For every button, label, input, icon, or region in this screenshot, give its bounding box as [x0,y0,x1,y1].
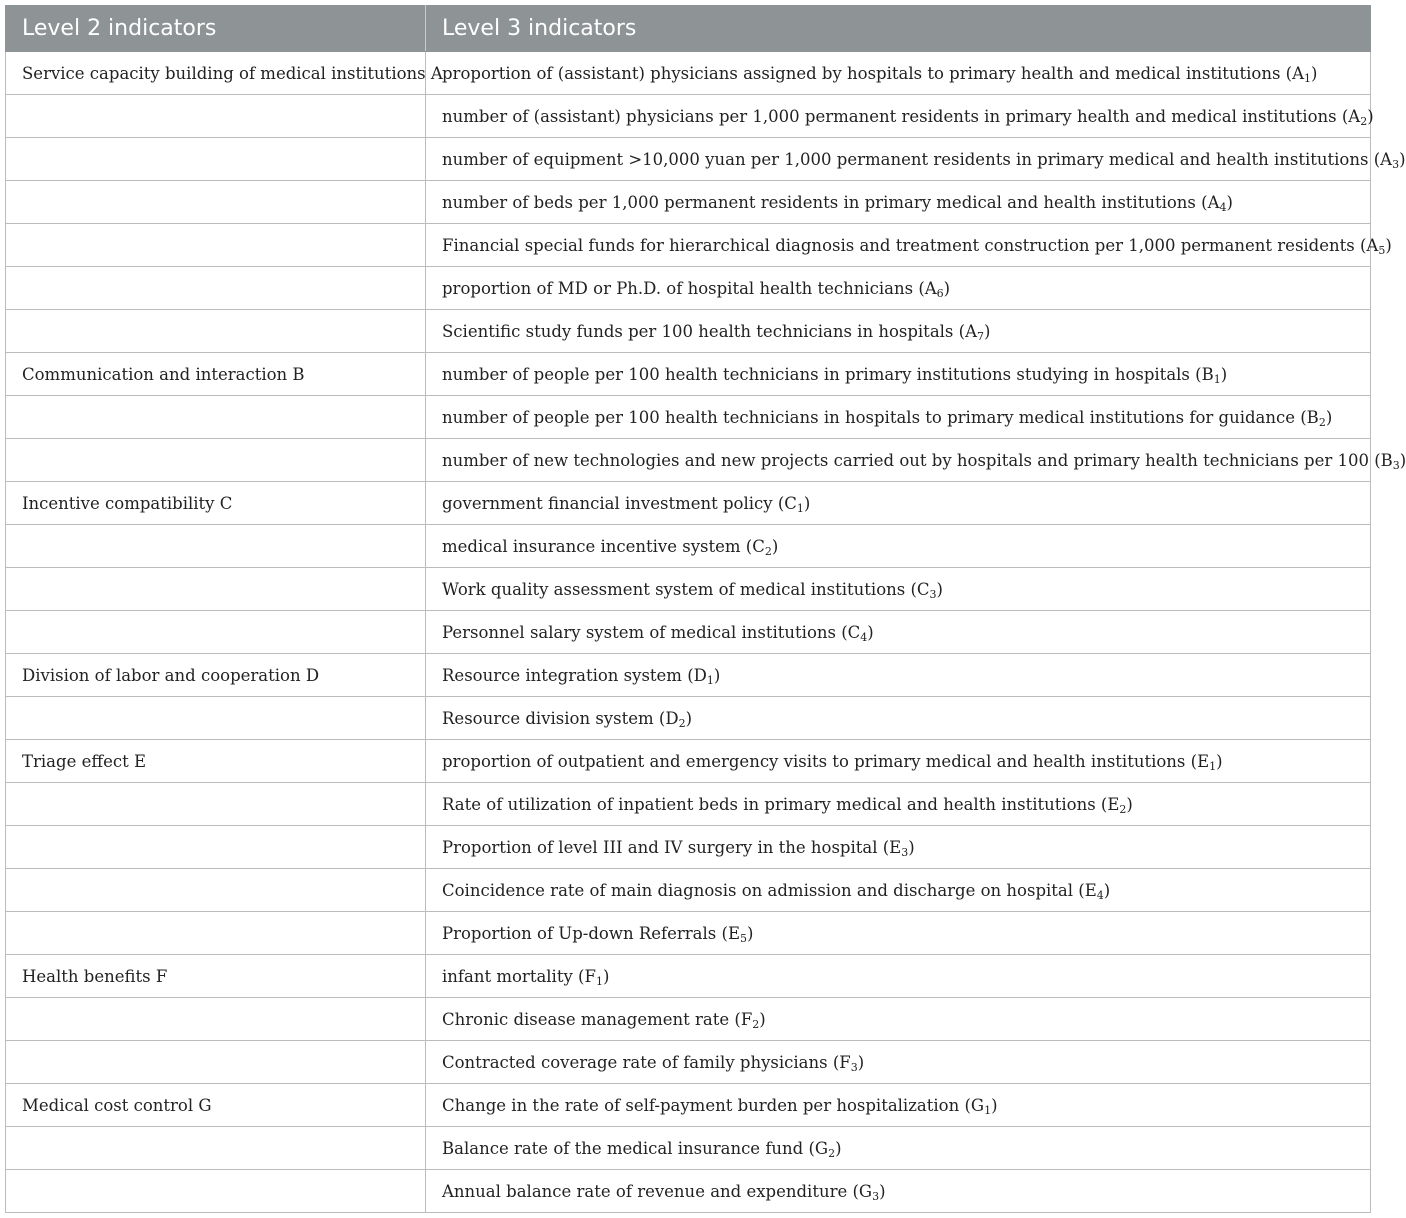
level2-cell [6,1170,426,1213]
table-row [6,1084,1371,1127]
level3-cell [426,1127,1371,1170]
level3-cell [426,181,1371,224]
level3-cell [426,912,1371,955]
level3-subscript: 2 [1360,114,1368,128]
level2-cell [6,95,426,138]
level3-closing: ) [835,1138,842,1158]
level2-cell [6,783,426,826]
level2-cell [6,138,426,181]
level3-subscript: 2 [752,1017,760,1031]
level3-subscript: 3 [901,845,909,859]
level3-text: Resource integration system (D [442,665,707,685]
table-row [6,439,1371,482]
level3-text: Financial special funds for hierarchical diagnosis and treatment construction per 1,000 permanent residents (A [442,235,1379,255]
level2-cell [6,1041,426,1084]
level3-text: infant mortality (F [442,966,596,986]
level3-text: number of new technologies and new projects carried out by hospitals and primary health technicians per 100 (B [442,450,1393,470]
level3-text: number of equipment >10,000 yuan per 1,000 permanent residents in primary medical and health institutions (A [442,149,1393,169]
level2-cell [6,998,426,1041]
level3-closing: ) [879,1181,886,1201]
level3-closing: ) [1385,235,1392,255]
level2-cell [6,224,426,267]
level3-subscript: 7 [977,329,984,343]
level3-closing: ) [908,837,915,857]
level3-subscript: 1 [1209,759,1217,773]
level3-text: Balance rate of the medical insurance fund (G [442,1138,829,1158]
level3-closing: ) [1126,794,1133,814]
header-level3: Level 3 indicators [426,6,1371,52]
level3-subscript: 1 [796,501,804,515]
level3-text: number of people per 100 health technicians in primary institutions studying in hospitals (B [442,364,1214,384]
level3-closing: ) [1216,751,1223,771]
header-level2: Level 2 indicators [6,6,426,52]
level3-subscript: 2 [1119,802,1127,816]
table-header [6,6,1371,52]
level3-subscript: 4 [1219,200,1227,214]
level2-cell: Incentive compatibility C [6,482,426,525]
level3-cell [426,138,1406,181]
header-row [6,6,1371,52]
level2-cell [6,568,426,611]
level3-cell [426,1170,1371,1213]
level2-cell [6,697,426,740]
level3-text: government financial investment policy (C [442,493,797,513]
level2-cell: Medical cost control G [6,1084,426,1127]
level3-subscript: 1 [1213,372,1221,386]
level3-cell [426,396,1371,439]
level3-cell [426,525,1371,568]
table-row [6,568,1371,611]
level3-text: Scientific study funds per 100 health technicians in hospitals (A [442,321,977,341]
level3-cell [426,740,1371,783]
table-row [6,1127,1371,1170]
level3-text: Coincidence rate of main diagnosis on admission and discharge on hospital (E [442,880,1097,900]
table-row [6,482,1371,525]
level3-subscript: 2 [678,716,686,730]
level3-text: medical insurance incentive system (C [442,536,765,556]
level2-cell: Triage effect E [6,740,426,783]
level3-closing: ) [1325,407,1333,427]
table-row [6,525,1371,568]
level2-cell [6,525,426,568]
level3-closing: ) [867,622,874,642]
level3-subscript: 3 [850,1060,858,1074]
level3-cell [426,439,1406,482]
level2-cell [6,912,426,955]
level3-subscript: 1 [1304,71,1312,85]
level3-text: Resource division system (D [442,708,679,728]
level3-text: Proportion of level III and IV surgery in the hospital (E [442,837,902,857]
table-row [6,310,1371,353]
table-body [6,52,1406,1213]
table-row [6,52,1371,95]
level3-closing: ) [984,321,991,341]
level3-closing: ) [1311,63,1318,83]
level2-cell: Service capacity building of medical institutions A [6,52,426,95]
level3-cell [426,1084,1371,1127]
level3-text: Rate of utilization of inpatient beds in primary medical and health institutions (E [442,794,1120,814]
level3-cell [426,353,1371,396]
table-row [6,611,1371,654]
level3-cell [426,611,1371,654]
level3-subscript: 3 [929,587,937,601]
level2-cell [6,181,426,224]
level3-text: proportion of MD or Ph.D. of hospital health technicians (A [442,278,937,298]
level3-cell [426,654,1371,697]
level3-closing: ) [803,493,811,513]
level3-cell [426,310,1371,353]
level3-text: Change in the rate of self-payment burden per hospitalization (G [442,1095,985,1115]
table-row [6,1170,1371,1213]
table-row [6,353,1371,396]
level3-subscript: 2 [764,544,772,558]
level3-cell [426,955,1371,998]
level2-cell [6,267,426,310]
table-row [6,396,1371,439]
level2-cell [6,611,426,654]
table-row [6,912,1371,955]
level3-subscript: 4 [860,630,868,644]
level2-cell: Health benefits F [6,955,426,998]
level3-closing: ) [759,1009,766,1029]
level3-text: number of (assistant) physicians per 1,000 permanent residents in primary health and medical institutions (A [442,106,1361,126]
level3-cell [426,1041,1371,1084]
level3-cell [426,869,1371,912]
level3-text: Proportion of Up-down Referrals (E [442,923,740,943]
level3-cell [426,998,1371,1041]
level3-closing: ) [936,579,943,599]
table-row [6,267,1371,310]
level3-closing: ) [771,536,779,556]
level3-subscript: 1 [984,1103,992,1117]
level3-cell [426,267,1371,310]
table-row [6,740,1371,783]
table-row [6,654,1371,697]
level3-text: proportion of (assistant) physicians assigned by hospitals to primary health and medical institutions (A [442,63,1305,83]
level3-cell [426,826,1371,869]
level3-cell [426,783,1371,826]
level3-closing: ) [857,1052,865,1072]
level3-text: number of beds per 1,000 permanent residents in primary medical and health institutions (A [442,192,1220,212]
level3-subscript: 4 [1096,888,1104,902]
table-row [6,95,1371,138]
table-row [6,826,1371,869]
indicator-table-container [5,5,1406,1213]
table-row [6,955,1371,998]
level3-closing: ) [1399,450,1406,470]
table-row [6,697,1371,740]
level3-text: proportion of outpatient and emergency visits to primary medical and health institutions (E [442,751,1210,771]
level3-text: Chronic disease management rate (F [442,1009,753,1029]
level2-cell [6,869,426,912]
level2-cell [6,1127,426,1170]
table-row [6,998,1371,1041]
level3-text: number of people per 100 health technicians in hospitals to primary medical institutions for guidance (B [442,407,1319,427]
level2-cell [6,396,426,439]
level2-cell: Communication and interaction B [6,353,426,396]
level3-subscript: 3 [872,1189,880,1203]
table-row [6,1041,1371,1084]
level3-closing: ) [1103,880,1111,900]
level2-cell [6,439,426,482]
level3-cell [426,482,1371,525]
level3-cell [426,52,1371,95]
level3-subscript: 5 [1378,243,1386,257]
level3-subscript: 6 [936,286,944,300]
table-row [6,783,1371,826]
level3-closing: ) [713,665,721,685]
level3-subscript: 2 [1318,415,1326,429]
level3-subscript: 1 [706,673,714,687]
level3-closing: ) [746,923,754,943]
table-row [6,181,1371,224]
level2-cell [6,826,426,869]
level3-closing: ) [1367,106,1374,126]
level3-closing: ) [1226,192,1233,212]
level3-subscript: 1 [595,974,603,988]
level3-text: Contracted coverage rate of family physicians (F [442,1052,851,1072]
level2-cell [6,310,426,353]
level3-text: Personnel salary system of medical institutions (C [442,622,861,642]
level3-subscript: 3 [1392,458,1400,472]
level3-cell [426,95,1374,138]
level3-cell [426,697,1371,740]
table-row [6,224,1371,267]
level3-subscript: 3 [1392,157,1400,171]
level3-closing: ) [1399,149,1406,169]
level2-cell: Division of labor and cooperation D [6,654,426,697]
level3-closing: ) [943,278,951,298]
level3-cell [426,224,1392,267]
indicator-table [5,5,1406,1213]
level3-closing: ) [602,966,610,986]
level3-text: Annual balance rate of revenue and expenditure (G [442,1181,873,1201]
level3-cell [426,568,1371,611]
level3-closing: ) [1220,364,1228,384]
level3-text: Work quality assessment system of medical institutions (C [442,579,930,599]
level3-subscript: 5 [739,931,747,945]
level3-subscript: 2 [828,1146,836,1160]
level3-closing: ) [991,1095,998,1115]
table-row [6,138,1371,181]
table-row [6,869,1371,912]
level3-closing: ) [685,708,692,728]
